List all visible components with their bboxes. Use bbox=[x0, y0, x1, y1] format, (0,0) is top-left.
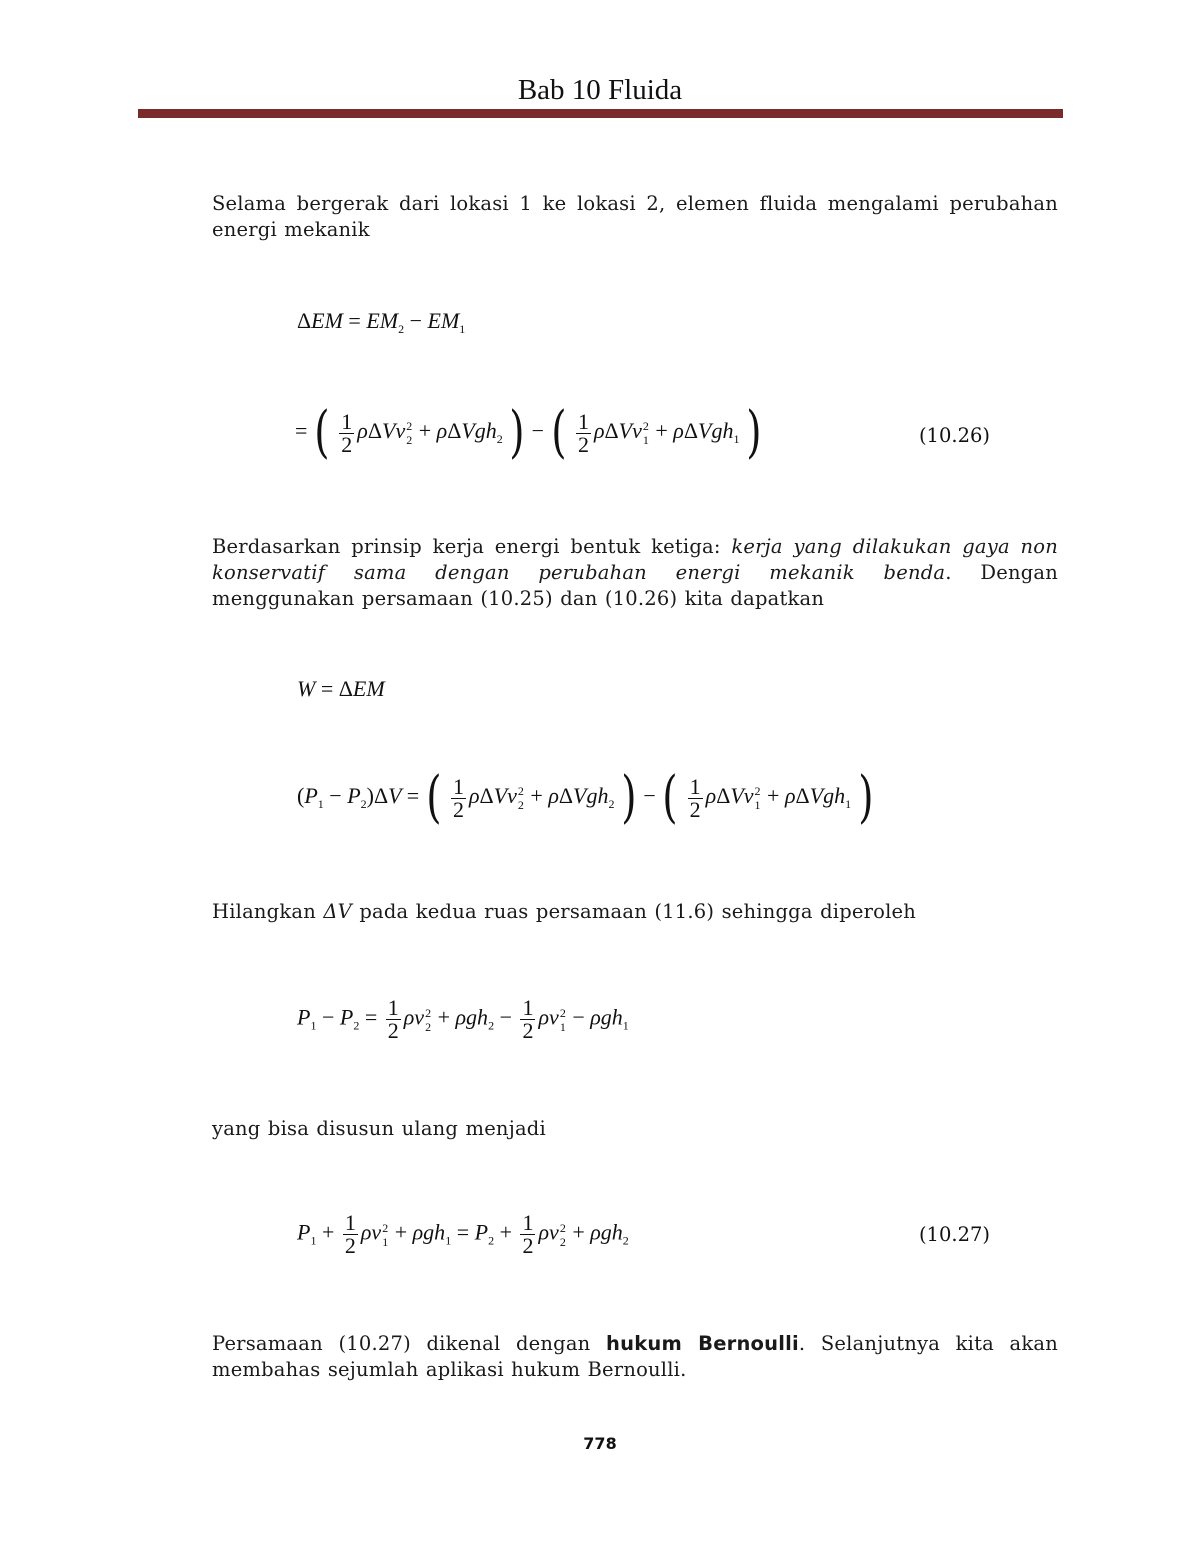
header-rule bbox=[138, 109, 1063, 118]
paragraph-bernoulli-law-bold: hukum Bernoulli bbox=[606, 1332, 799, 1355]
paragraph-bernoulli-law-start: Persamaan (10.27) dikenal dengan bbox=[212, 1332, 607, 1355]
paragraph-work-energy-start: Berdasarkan prinsip kerja energi bentuk ketiga: bbox=[212, 535, 732, 558]
equation-pressure-difference: $P_1 - P_2$ = $\frac{1}{2}$ ρv 2 2 + ρgh$_2$ − $\frac{1}{2}$ ρv 2 1 − ρgh$_1$ bbox=[297, 995, 629, 1043]
paragraph-eliminate-dv-start: Hilangkan bbox=[212, 900, 324, 923]
paragraph-eliminate-dv-symbol: ΔV bbox=[323, 900, 352, 923]
page-header-title: Bab 10 Fluida bbox=[517, 74, 683, 106]
equation-number-10-27: (10.27) bbox=[918, 1223, 990, 1246]
paragraph-work-energy-end: . Dengan menggunakan persamaan (10.25) dan (10.26) kita dapatkan bbox=[212, 561, 1058, 610]
equation-delta-em: $\Delta EM = EM_2 - EM_1$ bbox=[297, 308, 466, 336]
paragraph-eliminate-dv bbox=[212, 899, 1058, 925]
equation-number-10-26: (10.26) bbox=[918, 424, 990, 447]
paragraph-bernoulli-law bbox=[212, 1331, 1058, 1383]
paragraph-intro: Selama bergerak dari lokasi 1 ke lokasi 2, elemen fluida mengalami perubahan energi mekanik bbox=[212, 192, 1058, 241]
equation-pressure-work: $(P_1 - P_2)\Delta V$ = ( $\frac{1}{2}$ ρΔVv 2 2 + ρΔVgh$_2$ ) − ( $\frac{1}{2}$ ρΔVv 2 1 + ρΔVgh$_1$ ) bbox=[297, 765, 874, 830]
equation-energy-difference: = ( $\frac{1}{2}$ ρΔVv 2 2 + ρΔVgh$_2$ ) − ( $\frac{1}{2}$ ρΔVv 2 1 + ρΔVgh$_1$ ) bbox=[295, 400, 762, 465]
page-number: 778 bbox=[583, 1434, 617, 1453]
paragraph-bernoulli-law-end: . Selanjutnya kita akan membahas sejumlah aplikasi hukum Bernoulli. bbox=[212, 1332, 1058, 1381]
equation-bernoulli: $P_1$ + $\frac{1}{2}$ ρv 2 1 + $\rho gh_1 = P_2$ + $\frac{1}{2}$ ρv 2 2 + ρgh$_2$ bbox=[297, 1210, 629, 1258]
paragraph-eliminate-dv-end: pada kedua ruas persamaan (11.6) sehingga diperoleh bbox=[351, 900, 917, 923]
paragraph-work-energy bbox=[212, 534, 1058, 612]
paragraph-work-energy-italic: kerja yang dilakukan gaya non konservatif sama dengan perubahan energi mekanik benda bbox=[212, 535, 1058, 584]
equation-work-energy: W = ΔEM bbox=[297, 676, 385, 701]
paragraph-rearranged: yang bisa disusun ulang menjadi bbox=[212, 1117, 546, 1140]
